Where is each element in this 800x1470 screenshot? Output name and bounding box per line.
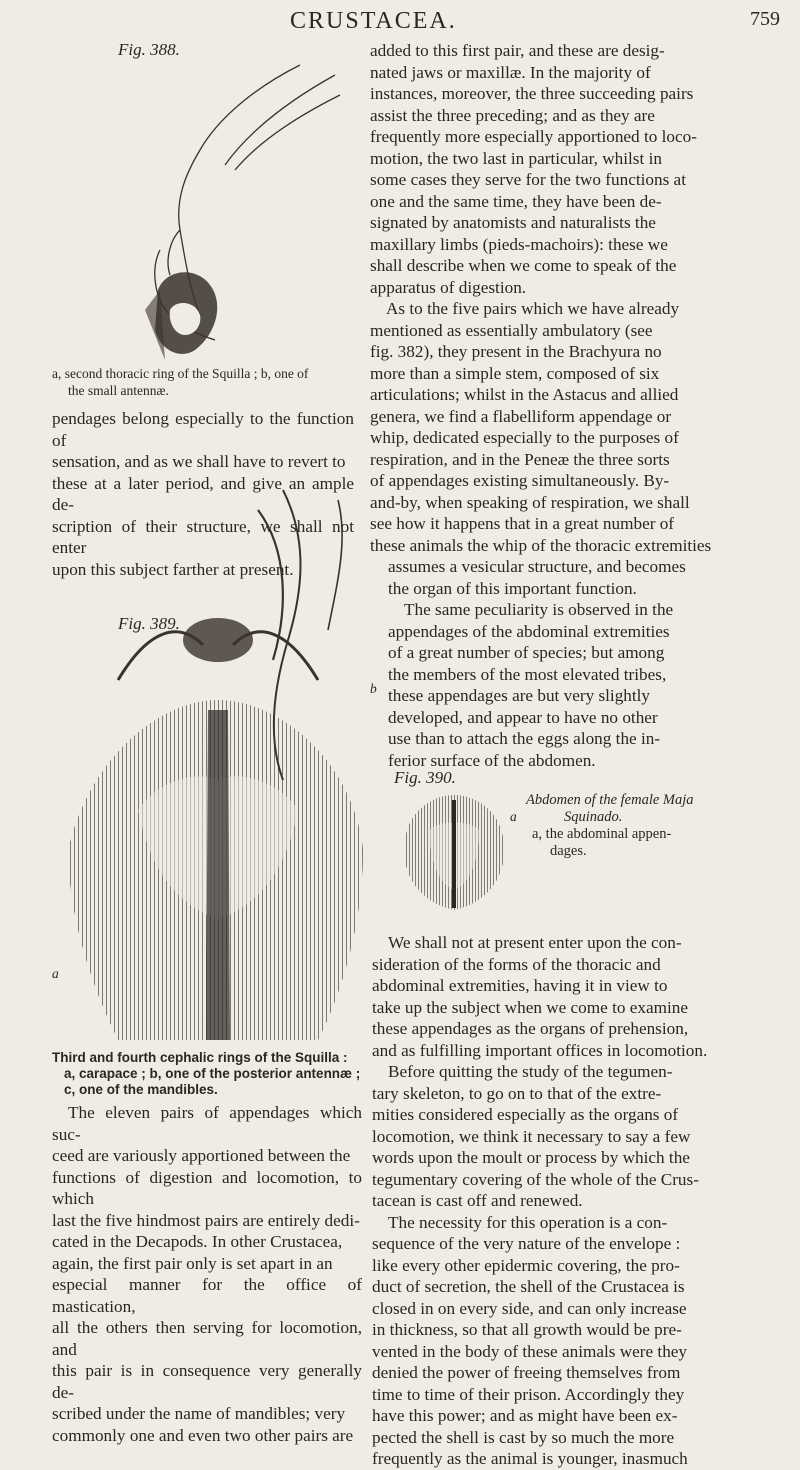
text-line: time to time of their prison. Accordingly they [372, 1384, 685, 1404]
text-line: genera, we find a flabelliform appendage or [370, 406, 672, 426]
text-line: locomotion, we think it necessary to say a few [372, 1126, 691, 1146]
right-column-top-text [370, 40, 748, 556]
text-line: ceed are variously apportioned between the [52, 1146, 351, 1165]
text-line: frequently more especially apportioned to loco- [370, 127, 697, 146]
text-line: these at a later period, and give an ample de- [52, 473, 354, 514]
text-line: fig. 382), they present in the Brachyura no [370, 342, 662, 361]
text-line: have this power; and as might have been ex- [372, 1406, 678, 1425]
text-line: the members of the most elevated tribes, [388, 664, 667, 684]
page-number: 759 [750, 8, 780, 30]
fig-389-caption-line: c, one of the mandibles. [64, 1082, 218, 1097]
fig-390-marker-a: a [510, 809, 517, 824]
text-line: added to this first pair, and these are desig- [370, 41, 665, 60]
text-line: denied the power of freeing themselves from [372, 1363, 681, 1382]
text-line: last the five hindmost pairs are entirely dedi- [52, 1210, 360, 1230]
fig-389-caption-line: a, carapace ; b, one of the posterior antennæ ; [64, 1066, 361, 1081]
text-line: articulations; whilst in the Astacus and allied [370, 385, 679, 404]
text-line: maxillary limbs (pieds-machoirs): these we [370, 234, 668, 254]
fig-388-label: Fig. 388. [118, 40, 180, 59]
left-column-bottom-text [52, 1102, 362, 1446]
fig-390-caption-line: a, the abdominal appen- [532, 826, 672, 842]
text-line: tary skeleton, to go on to that of the extre- [372, 1083, 662, 1103]
page-title: CRUSTACEA. [290, 8, 457, 34]
text-line: duct of secretion, the shell of the Crustacea is [372, 1277, 685, 1296]
fig-388-caption [52, 365, 352, 399]
text-line: see how it happens that in a great number of [370, 514, 675, 533]
text-line: signated by anatomists and naturalists the [370, 213, 656, 232]
text-line: like every other epidermic covering, the pro- [372, 1255, 680, 1275]
right-column-mid-text [388, 556, 748, 771]
text-line: abdominal extremities, having it in view to [372, 976, 668, 995]
text-line: and as fulfilling important offices in locomotion. [372, 1040, 708, 1060]
text-line: vented in the body of these animals were they [372, 1341, 688, 1361]
text-line: The eleven pairs of appendages which suc- [52, 1103, 362, 1144]
fig-390-illustration [394, 790, 514, 915]
text-line: of appendages existing simultaneously. By- [370, 471, 670, 490]
text-line: assumes a vesicular structure, and becomes [388, 557, 686, 576]
text-line: We shall not at present enter upon the con- [388, 933, 682, 952]
fig-388-illustration [140, 60, 345, 365]
text-line: pendages belong especially to the function of [52, 409, 354, 450]
text-line: mentioned as essentially ambulatory (see [370, 320, 653, 340]
text-line: whip, dedicated especially to the purposes of [370, 428, 679, 447]
text-line: sensation, and as we shall have to revert to [52, 452, 346, 471]
text-line: more than a simple stem, composed of six [370, 363, 660, 383]
text-line: tegumentary covering of the whole of the Crus- [372, 1169, 699, 1189]
text-line: use than to attach the eggs along the in- [388, 729, 661, 748]
text-line: appendages of the abdominal extremities [388, 621, 670, 641]
text-line: commonly one and even two other pairs are [52, 1425, 354, 1445]
text-line: scribed under the name of mandibles; very [52, 1404, 346, 1423]
text-line: closed in on every side, and can only increase [372, 1298, 687, 1318]
text-line: instances, moreover, the three succeeding pairs [370, 84, 694, 103]
text-line: upon this subject farther at present. [52, 559, 294, 579]
text-line: nated jaws or maxillæ. In the majority of [370, 62, 651, 82]
text-line: pected the shell is cast by so much the more [372, 1427, 675, 1447]
text-line: these appendages as the organs of prehension, [372, 1019, 689, 1038]
fig-390-caption [526, 792, 746, 860]
text-line: the organ of this important function. [388, 578, 637, 598]
text-line: cated in the Decapods. In other Crustacea, [52, 1232, 343, 1251]
text-line: these animals the whip of the thoracic extremities [370, 535, 712, 555]
text-line: words upon the moult or process by which the [372, 1148, 690, 1167]
text-line: functions of digestion and locomotion, to which [52, 1167, 362, 1208]
text-line: shall describe when we come to speak of the [370, 256, 677, 275]
text-line: again, the first pair only is set apart in an [52, 1253, 333, 1273]
fig-390-caption-line: dages. [550, 843, 587, 859]
fig-389-caption [52, 1050, 362, 1098]
text-line: developed, and appear to have no other [388, 707, 658, 727]
fig-389-caption-line: Third and fourth cephalic rings of the Squilla : [52, 1050, 348, 1065]
text-line: sequence of the very nature of the envelope : [372, 1234, 681, 1253]
text-line: ferior surface of the abdomen. [388, 750, 596, 770]
fig-390-caption-line: Squinado. [564, 809, 623, 825]
text-line: mities considered especially as the organs of [372, 1105, 679, 1124]
fig-390-label: Fig. 390. [394, 768, 456, 787]
text-line: sideration of the forms of the thoracic and [372, 954, 661, 974]
text-line: and-by, when speaking of respiration, we shall [370, 492, 690, 512]
text-line: in thickness, so that all growth would be pre- [372, 1320, 682, 1339]
text-line: The necessity for this operation is a con- [388, 1212, 668, 1232]
text-line: all the others then serving for locomotion, and [52, 1318, 362, 1359]
text-line: tacean is cast off and renewed. [372, 1191, 583, 1210]
fig-389-illustration [58, 480, 370, 1045]
text-line: one and the same time, they have been de- [370, 191, 662, 211]
fig-389-marker-a: a [52, 966, 59, 981]
fig-389-marker-b: b [370, 681, 377, 696]
text-line: this pair is in consequence very generally de- [52, 1361, 362, 1402]
text-line: scription of their structure, we shall not enter [52, 516, 354, 557]
text-line: especial manner for the office of mastication, [52, 1275, 362, 1316]
text-line: of a great number of species; but among [388, 643, 665, 662]
text-line: As to the five pairs which we have already [386, 299, 680, 318]
fig-388-caption-line: a, second thoracic ring of the Squilla ; b, one of [52, 366, 309, 381]
text-line: take up the subject when we come to examine [372, 997, 688, 1017]
text-line: these appendages are but very slightly [388, 686, 651, 705]
fig-389-label: Fig. 389. [118, 614, 180, 633]
text-line: some cases they serve for the two functions at [370, 170, 686, 189]
text-line: The same peculiarity is observed in the [404, 600, 674, 619]
right-column-bottom-text [372, 932, 748, 1470]
text-line: frequently as the animal is younger, inasmuch [372, 1449, 688, 1468]
text-line: Before quitting the study of the tegumen- [388, 1062, 673, 1081]
text-line: motion, the two last in particular, whilst in [370, 148, 662, 168]
text-line: respiration, and in the Peneæ the three sorts [370, 449, 670, 469]
text-line: apparatus of digestion. [370, 277, 527, 297]
fig-388-caption-line: the small antennæ. [68, 383, 169, 398]
fig-390-caption-line: Abdomen of the female Maja [526, 792, 694, 808]
text-line: assist the three preceding; and as they are [370, 105, 655, 125]
